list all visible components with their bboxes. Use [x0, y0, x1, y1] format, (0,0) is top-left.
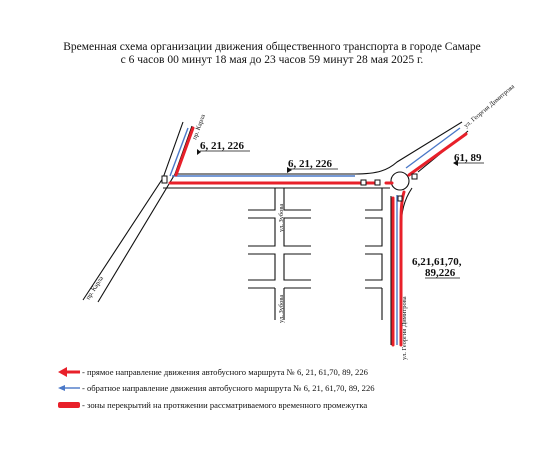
legend-symbol-red-arrow — [58, 367, 80, 377]
legend-symbol-red-bar — [58, 402, 80, 408]
map-title-line-2: с 6 часов 00 минут 18 мая до 23 часов 59 минут 28 мая 2025 г. — [120, 54, 424, 66]
route-label-south-line-2: 89,226 — [425, 267, 456, 279]
legend-text-forward: - прямое направление движения автобусного маршрута № 6, 21, 61,70, 89, 226 — [82, 367, 368, 377]
legend-text-reverse: - обратное направление движения автобусного маршрута № 6, 21, 61,70, 89, 226 — [82, 383, 375, 393]
karla-marksa-road — [83, 122, 192, 302]
street-dimitrova-bottom: ул. Георгия Димитрова — [401, 296, 408, 360]
route-label-northeast: 61, 89 — [454, 152, 482, 164]
route-label-south-line-1: 6,21,61,70, — [412, 256, 462, 268]
legend-text-closure: - зоны перекрытий на протяжении рассматриваемого временного промежутка — [82, 400, 368, 410]
map-title-line-1: Временная схема организации движения общественного транспорта в городе Самаре — [63, 41, 481, 53]
street-zubova-bottom: ул. Зубова — [278, 294, 285, 323]
legend-symbol-blue-arrow — [58, 385, 80, 391]
street-zubova-top: ул. Зубова — [278, 203, 285, 232]
east-side-streets — [365, 188, 382, 320]
street-dimitrova-top: ул. Георгия Димитрова — [462, 83, 517, 130]
roundabout — [391, 172, 409, 190]
route-label-main-road: 6, 21, 226 — [288, 158, 332, 170]
street-karla-marksa-top: пр. Карла — [191, 113, 207, 141]
street-karla-marksa-bottom: пр. Карла — [84, 275, 106, 302]
route-label-north-branch: 6, 21, 226 — [200, 140, 244, 152]
